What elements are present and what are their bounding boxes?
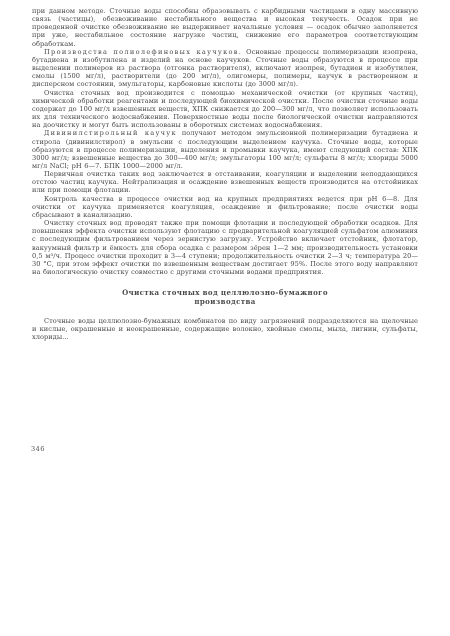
paragraph-text: Очистку сточных вод проводят также при помощи флотации и последующей обработки осадков. Для повышения эффекта очистки используют флотацию с предварительной коагуляцией сульфатом алюминия с последующим фильтрованием через зернистую загрузку. Устройство включает отстойник, флотатор, вакуумный фильтр и ёмкость для сбора осадка с размером зёрен 1—2 мм; производительность установки 0,5 м³/ч. Процесс очистки проходит в 3—4 ступени; продолжительность очистки 2—3 ч; температура 20—30 °С, при этом эффект очистки по взвешенным веществам достигает 95%. После этого воду направляют на биологическую очистку совместно с другими сточными водами предприятия. xyxy=(32,219,418,276)
paragraph-text: при данном методе. Сточные воды способны образовывать с карбидными частицами в одну массивную связь (частицы), обезвоживание нестабильного вещества и высокая текучесть. Осадок при не проведенной очистке обезвоживание не выдерживает начальные условия — осадок обычно заполняется при уже, нестабильное состояние нагрузке частиц, снижение его параметров соответствующим обработкам. xyxy=(32,7,418,48)
paragraph-divinylstyrene xyxy=(32,129,418,170)
body-text xyxy=(32,7,418,341)
page-number: 346 xyxy=(31,445,45,453)
paragraph-text: получают методом эмульсионной полимеризации бутадиена и стирола (дивинилстирол) в эмульсии с последующим выделением каучука. Сточные воды, которые образуются в процессе полимеризации, выделения и промывки каучука, имеют следующий состав: ХПК 3000 мг/л; взвешенные вещества до 300—400 мг/л; эмульгаторы 100 мг/л; сульфаты 8 мг/л; хлориды 5000 мг/л NaCl; pH 6—7. БПК 1000—2000 мг/л. xyxy=(32,129,419,170)
paragraph-lead: Производства полиолефиновых каучуков. xyxy=(44,47,243,56)
section-heading xyxy=(32,288,418,306)
paragraph-flotation xyxy=(32,219,418,276)
paragraph-quality-control xyxy=(32,195,418,219)
paragraph-text: Очистка сточных вод производится с помощью механической очистки (от крупных частиц), химической обработки реагентами и последующей биохимической очистки. После очистки сточные воды содержат до 100 мг/л взвешенных веществ, ХПК снижается до 200—300 мг/л, что позволяет использовать их для технического водоснабжения. Поверхностные воды после биологической очистки направляются на доочистку и могут быть использованы в оборотных системах водоснабжения. xyxy=(32,88,418,130)
section-heading-line-1: Очистка сточных вод целлюлозно-бумажного xyxy=(122,288,328,298)
paragraph-polyolefin xyxy=(32,48,418,89)
paragraph-intro xyxy=(32,7,418,48)
section-heading-line-2: производства xyxy=(194,297,256,307)
paragraph-lead: Дивинилстирольный каучук xyxy=(44,129,177,138)
paragraph-text: Контроль качества в процессе очистки вод на крупных предприятиях ведется при рН 6—8. Для очистки от каучука применяется коагуляция, осаждение и фильтрование; после очистки воды сбрасывают в канализацию. xyxy=(32,194,418,219)
paragraph-primary-treatment xyxy=(32,170,418,194)
paragraph-text: Сточные воды целлюлозно-бумажных комбинатов по виду загрязнений подразделяются на щелочные и кислые, окрашенные и неокрашенные, содержащие волокно, хвойные смолы, мыла, лигнин, сульфаты, хлориды... xyxy=(32,316,418,341)
paragraph-pulp-paper xyxy=(32,317,418,341)
paragraph-treatment xyxy=(32,89,418,130)
paragraph-text: Первичная очистка таких вод заключается в отстаивании, коагуляции и выделении неподдающихся отстою частиц каучука. Нейтрализация и осаждение взвешенных веществ производится на отстойниках или при помощи флотации. xyxy=(32,170,418,195)
page-margin-blank xyxy=(0,455,450,636)
paragraph-text: Основные процессы полимеризации изопрена, бутадиена и изобутилена и изделий на основе каучуков. Сточные воды образуются в процессе при выделении полимеров из раствора (отгонка растворителя), включают изопрен, бутадиен и изобутилен, смолы (1500 мг/л), растворители (до 200 мг/л), олигомеры, полимеры, каучук в растворенном и дисперсном состоянии, эмульгаторы, карбоновые кислоты (до 3000 мг/л). xyxy=(32,47,418,89)
